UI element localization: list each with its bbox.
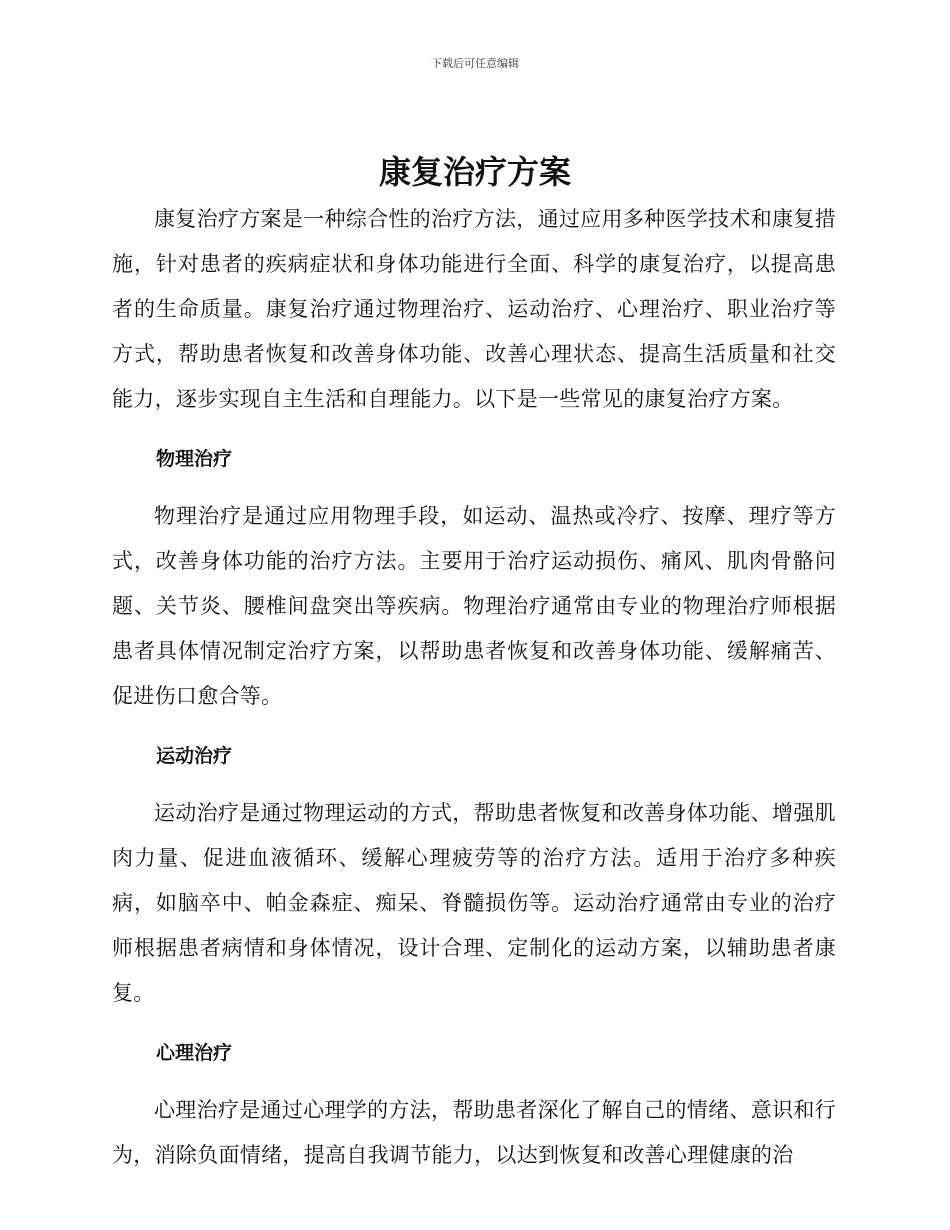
document-title: 康复治疗方案 — [378, 153, 571, 191]
section-heading-physical-therapy: 物理治疗 — [156, 448, 233, 470]
section-heading-psychotherapy: 心理治疗 — [156, 1042, 233, 1064]
section-body-exercise-therapy: 运动治疗是通过物理运动的方式，帮助患者恢复和改善身体功能、增强肌肉力量、促进血液循环、缓解心理疲劳等的治疗方法。适用于治疗多种疾病，如脑卒中、帕金森症、痴呆、脊髓损伤等。运动治疗通常由专业的治疗师根据患者病情和身体情况，设计合理、定制化的运动方案，以辅助患者康复。 — [112, 801, 836, 1005]
header-note: 下载后可任意编辑 — [431, 57, 519, 70]
intro-paragraph: 康复治疗方案是一种综合性的治疗方法，通过应用多种医学技术和康复措施，针对患者的疾病症状和身体功能进行全面、科学的康复治疗，以提高患者的生命质量。康复治疗通过物理治疗、运动治疗、心理治疗、职业治疗等方式，帮助患者恢复和改善身体功能、改善心理状态、提高生活质量和社交能力，逐步实现自主生活和自理能力。以下是一些常见的康复治疗方案。 — [112, 207, 836, 411]
section-heading-exercise-therapy: 运动治疗 — [156, 745, 233, 767]
section-body-physical-therapy: 物理治疗是通过应用物理手段，如运动、温热或冷疗、按摩、理疗等方式，改善身体功能的治疗方法。主要用于治疗运动损伤、痛风、肌肉骨骼问题、关节炎、腰椎间盘突出等疾病。物理治疗通常由专业的物理治疗师根据患者具体情况制定治疗方案，以帮助患者恢复和改善身体功能、缓解痛苦、促进伤口愈合等。 — [112, 504, 836, 708]
section-body-psychotherapy: 心理治疗是通过心理学的方法，帮助患者深化了解自己的情绪、意识和行为，消除负面情绪，提高自我调节能力，以达到恢复和改善心理健康的治 — [112, 1098, 836, 1167]
document-body — [112, 197, 836, 1178]
